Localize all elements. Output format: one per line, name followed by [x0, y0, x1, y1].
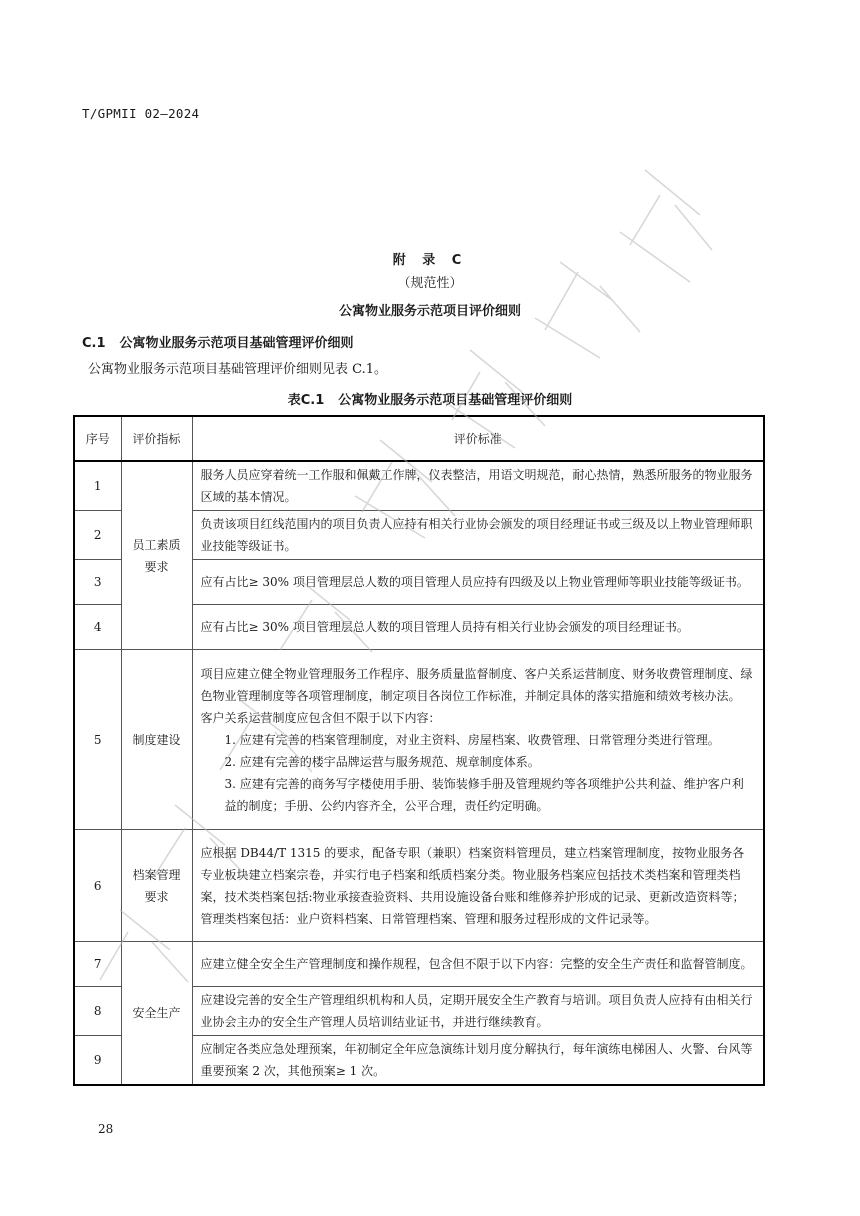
row-number: 2 [74, 511, 121, 560]
indicator-cell [121, 942, 192, 1086]
standard-list-item: 2. 应建有完善的楼宇品牌运营与服务规范、规章制度体系。 [224, 754, 540, 769]
appendix-subtitle: 公寓物业服务示范项目评价细则 [338, 304, 521, 319]
row-number: 7 [74, 942, 121, 987]
section-heading [82, 332, 354, 351]
standard-text: 客户关系运营制度应包含但不限于以下内容： [200, 710, 441, 725]
row-number: 9 [74, 1036, 121, 1086]
row-number: 3 [74, 560, 121, 605]
document-code: T/GPMII 02—2024 [82, 106, 200, 121]
indicator-cell [121, 830, 192, 942]
standard-cell [192, 650, 764, 830]
table-row [74, 830, 764, 942]
table-header-row [74, 416, 764, 461]
indicator-system: 制度建设 [132, 732, 181, 747]
row-number: 5 [74, 650, 121, 830]
standard-list-item: 3. 应建有完善的商务写字楼使用手册、装饰装修手册及管理规约等各项维护公共利益、维护客户利益的制度；手册、公约内容齐全，公平合理，责任约定明确。 [224, 776, 744, 813]
indicator-archive: 档案管理要求 [132, 867, 181, 904]
table-caption-title: 公寓物业服务示范项目基础管理评价细则 [338, 393, 573, 408]
standard-cell [192, 461, 764, 511]
table-row [74, 942, 764, 987]
header-standard: 评价标准 [192, 416, 764, 461]
header-indicator: 评价指标 [121, 416, 192, 461]
section-number: C.1 [82, 336, 106, 351]
table-caption [0, 389, 860, 408]
standard-cell [192, 605, 764, 650]
page-number: 28 [98, 1122, 114, 1136]
row-number: 4 [74, 605, 121, 650]
standard-text: 应有占比≥ 30% 项目管理层总人数的项目管理人员持有相关行业协会颁发的项目经理证书。 [200, 620, 689, 634]
standard-text: 负责该项目红线范围内的项目负责人应持有相关行业协会颁发的项目经理证书或三级及以上物业管理师职业技能等级证书。 [200, 517, 753, 553]
standard-text: 应根据 DB44/T 1315 的要求，配备专职（兼职）档案资料管理员，建立档案管理制度，按物业服务各专业板块建立档案宗卷，并实行电子档案和纸质档案分类。物业服务档案应包括技术类档案和管理类档案，技术类档案包括:物业承接查验资料、共用设施设备台账和维修养护形成的记录、更新改造资料等；管理类档案包括：业户资料档案、日常管理档案、管理和服务过程形成的文件记录等。 [200, 845, 745, 926]
standard-cell [192, 942, 764, 987]
indicator-cell [121, 461, 192, 650]
section-title: 公寓物业服务示范项目基础管理评价细则 [119, 336, 354, 351]
appendix-title: 附 录 C [392, 253, 468, 268]
row-number: 1 [74, 461, 121, 511]
criteria-table [73, 415, 765, 1086]
standard-text: 项目应建立健全物业管理服务工作程序、服务质量监督制度、客户关系运营制度、财务收费管理制度、绿色物业管理制度等各项管理制度，制定项目各岗位工作标准，并制定具体的落实措施和绩效考核办法。 [200, 666, 753, 703]
header-no: 序号 [74, 416, 121, 461]
standard-cell [192, 830, 764, 942]
standard-cell [192, 560, 764, 605]
appendix-nature: （规范性） [397, 276, 463, 291]
standard-text: 应建设完善的安全生产管理组织机构和人员，定期开展安全生产教育与培训。项目负责人应持有由相关行业协会主办的安全生产管理人员培训结业证书，并进行继续教育。 [200, 993, 753, 1029]
row-number: 6 [74, 830, 121, 942]
table-row [74, 650, 764, 830]
indicator-cell [121, 650, 192, 830]
indicator-staff: 员工素质要求 [132, 537, 181, 574]
standard-text: 应建立健全安全生产管理制度和操作规程，包含但不限于以下内容：完整的安全生产责任和监督管制度。 [200, 957, 753, 971]
standard-text: 应制定各类应急处理预案，年初制定全年应急演练计划月度分解执行，每年演练电梯困人、火警、台风等重要预案 2 次，其他预案≥ 1 次。 [200, 1042, 753, 1078]
standard-list-item: 1. 应建有完善的档案管理制度，对业主资料、房屋档案、收费管理、日常管理分类进行管理。 [224, 732, 720, 747]
indicator-safety: 安全生产 [132, 1006, 181, 1020]
standard-cell [192, 511, 764, 560]
standard-cell [192, 1036, 764, 1086]
table-caption-number: 表C.1 [287, 393, 325, 408]
row-number: 8 [74, 987, 121, 1036]
standard-cell [192, 987, 764, 1036]
standard-text: 服务人员应穿着统一工作服和佩戴工作牌，仪表整洁，用语文明规范，耐心热情，熟悉所服务的物业服务区域的基本情况。 [200, 468, 753, 504]
standard-text: 应有占比≥ 30% 项目管理层总人数的项目管理人员应持有四级及以上物业管理师等职业技能等级证书。 [200, 575, 749, 589]
section-body: 公寓物业服务示范项目基础管理评价细则见表 C.1。 [88, 362, 388, 377]
table-row [74, 461, 764, 511]
